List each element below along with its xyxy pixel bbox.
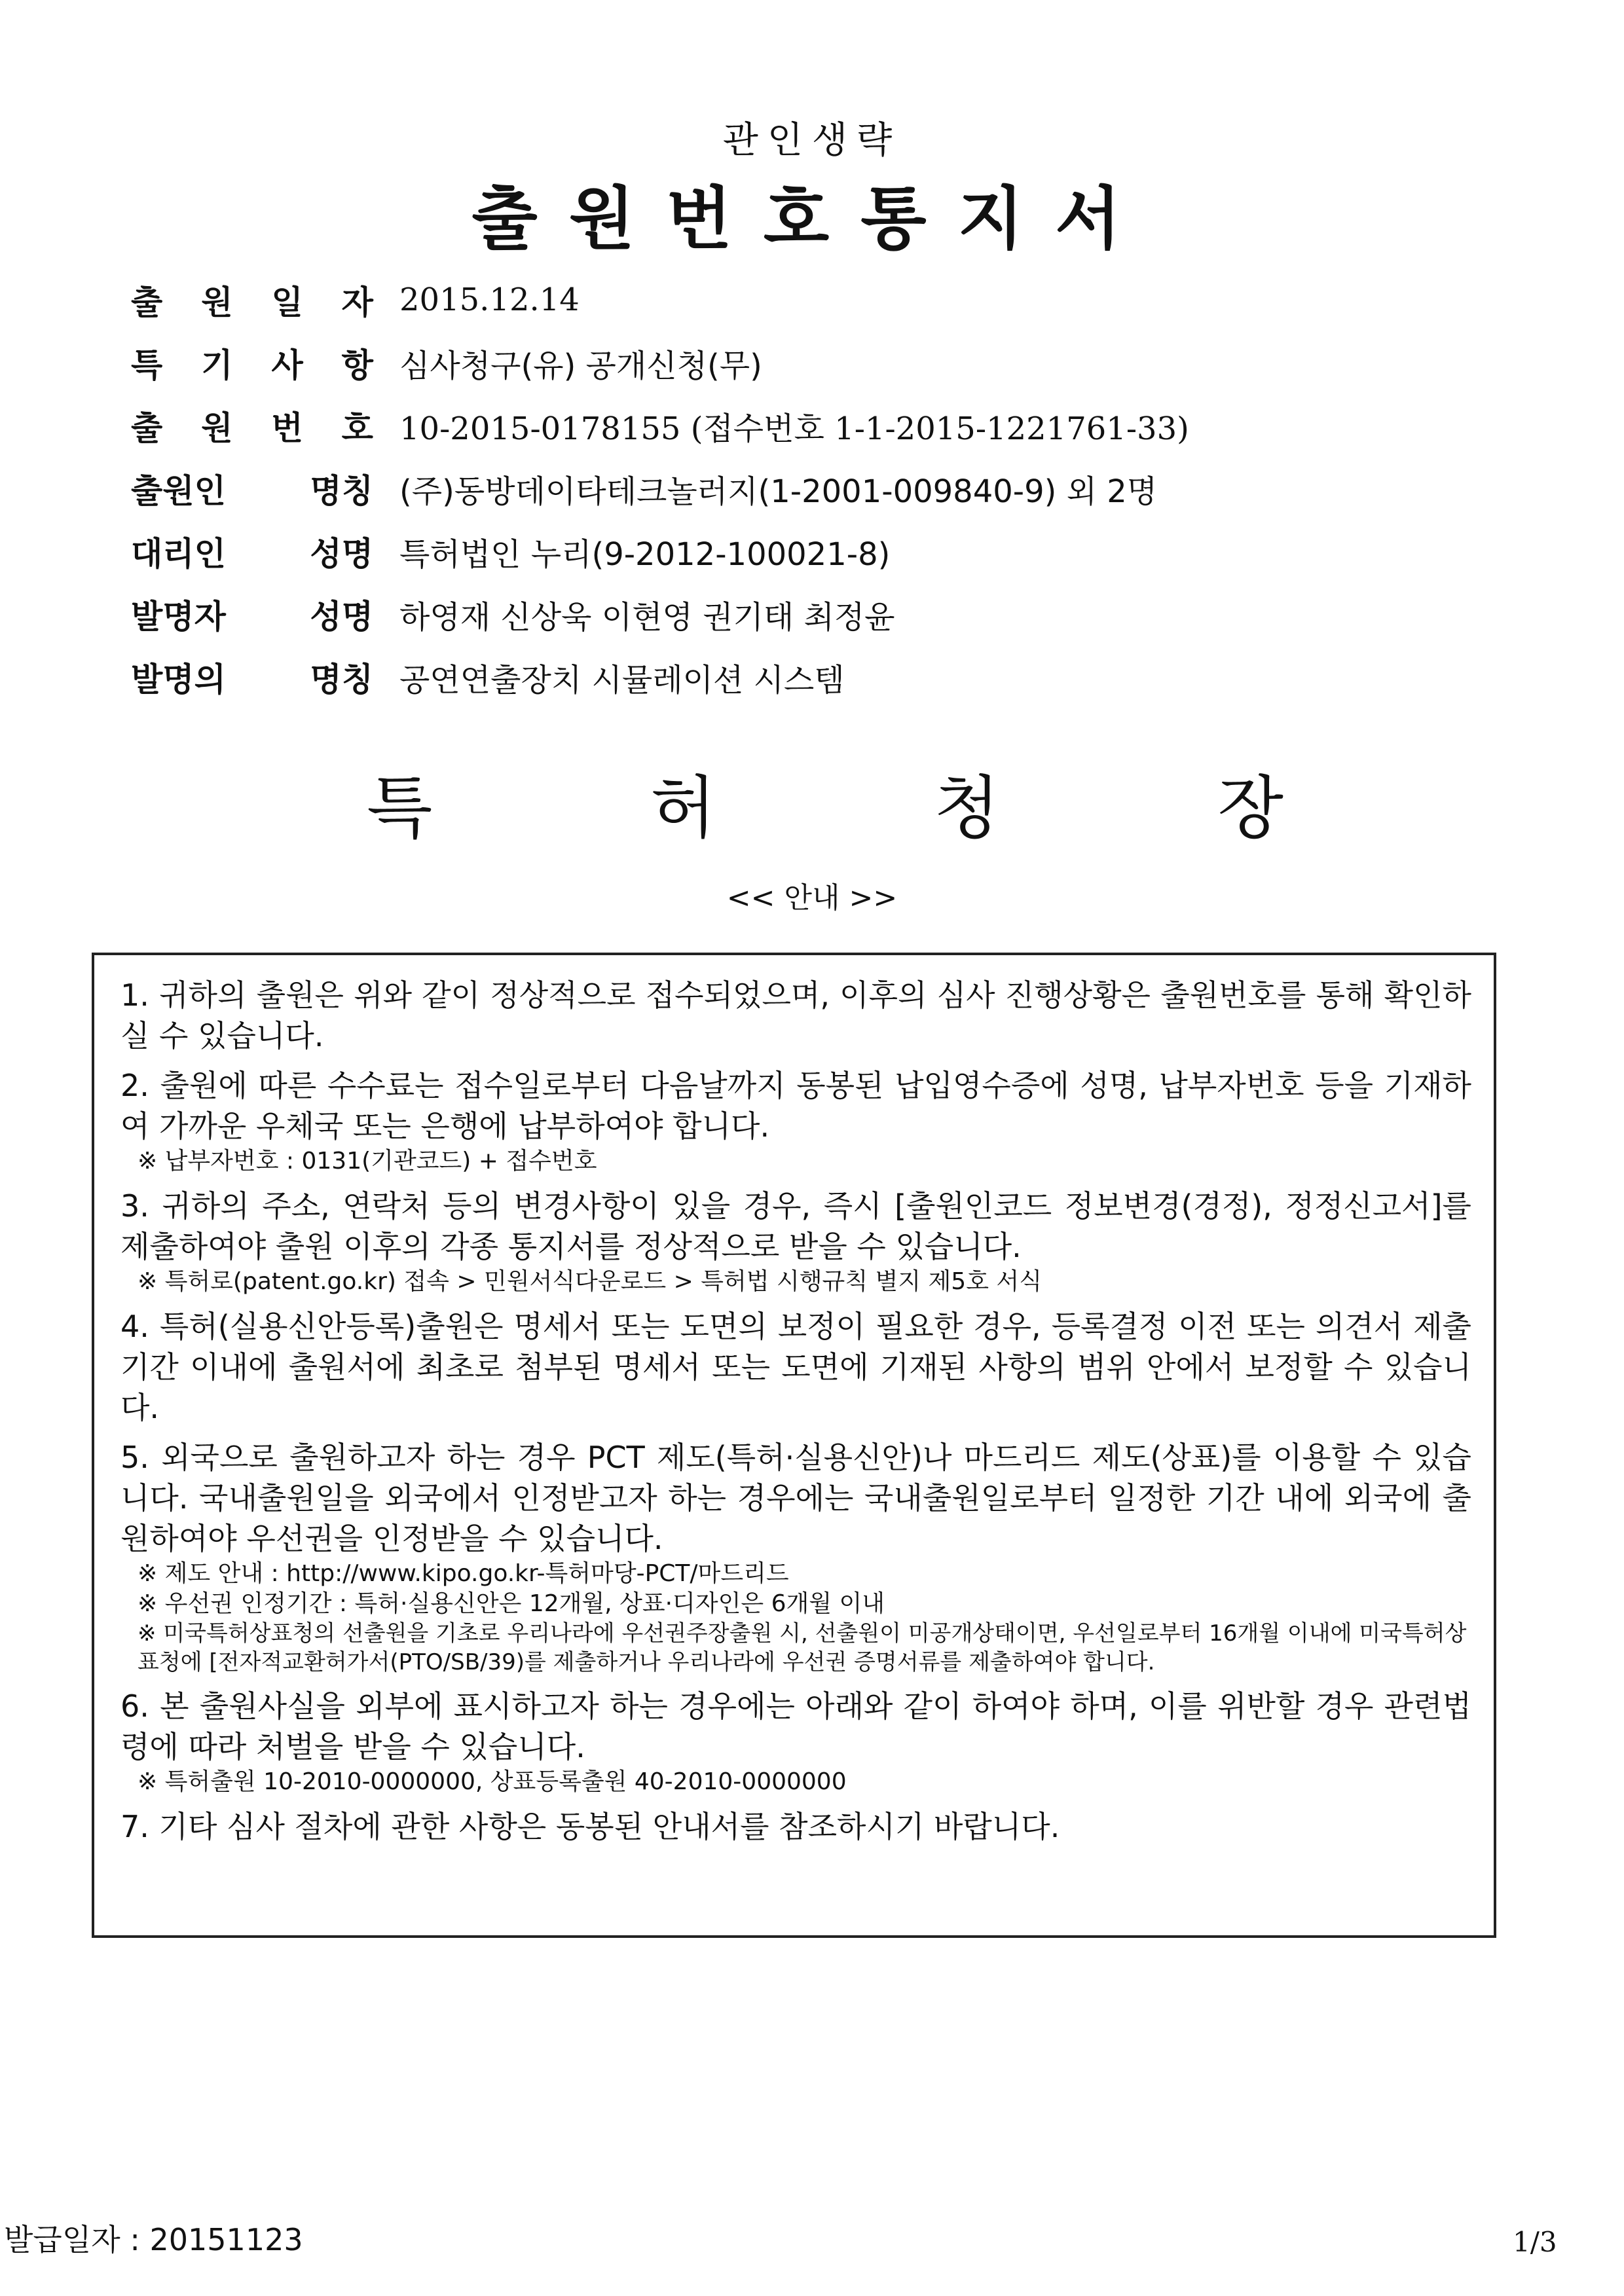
document-title: 출원번호통지서: [471, 179, 1153, 259]
field-label: 발명자 성명: [131, 598, 373, 636]
guide-item: [120, 1437, 1471, 1677]
issue-date: 발급일자 : 20151123: [4, 2222, 303, 2257]
page-number: 1/3: [1513, 2226, 1557, 2258]
field-value: (주)동방데이타테크놀러지(1-2001-009840-9) 외 2명: [399, 473, 1158, 510]
field-value: 공연연출장치 시뮬레이션 시스템: [399, 661, 845, 699]
guide-item-note: ※ 우선권 인정기간 : 특허·실용신안은 12개월, 상표·디자인은 6개월 이내: [138, 1590, 885, 1617]
field-value: 2015.12.14: [399, 282, 580, 318]
guide-item-note: ※ 특허로(patent.go.kr) 접속 > 민원서식다운로드 > 특허법 시행규칙 별지 제5호 서식: [138, 1268, 1042, 1295]
field-label: 출 원 일 자: [131, 283, 373, 321]
guide-item-note: ※ 납부자번호 : 0131(기관코드) + 접수번호: [138, 1148, 597, 1175]
guide-item: [120, 1186, 1471, 1297]
guide-item-note: ※ 제도 안내 : http://www.kipo.go.kr-특허마당-PCT/마드리드: [138, 1560, 789, 1587]
field-label: 대리인 성명: [131, 535, 373, 573]
guide-item-text: 7. 기타 심사 절차에 관한 사항은 동봉된 안내서를 참조하시기 바랍니다.: [120, 1809, 1060, 1844]
guide-item-text: 3. 귀하의 주소, 연락처 등의 변경사항이 있을 경우, 즉시 [출원인코드 정보변경(경정), 정정신고서]를 제출하여야 출원 이후의 각종 통지서를 정상적으로 받을 수 있습니다.: [120, 1188, 1471, 1264]
guide-item-text: 2. 출원에 따른 수수료는 접수일로부터 다음날까지 동봉된 납입영수증에 성명, 납부자번호 등을 기재하여 가까운 우체국 또는 은행에 납부하여야 합니다.: [120, 1068, 1471, 1144]
guide-item: [120, 1065, 1471, 1176]
field-agent-name: [131, 520, 1506, 583]
guide-heading: << 안내 >>: [726, 881, 898, 915]
application-fields: [131, 268, 1506, 708]
issuing-office: 특 허 청 장: [367, 768, 1283, 848]
guide-box: [92, 953, 1496, 1938]
field-value: 특허법인 누리(9-2012-100021-8): [399, 536, 891, 573]
field-label: 특 기 사 항: [131, 346, 373, 384]
field-filing-date: [131, 268, 1506, 331]
field-applicant-name: [131, 457, 1506, 520]
guide-item: [120, 1686, 1471, 1797]
guide-item: [120, 1806, 1471, 1847]
guide-item-note: ※ 특허출원 10-2010-0000000, 상표등록출원 40-2010-0000000: [138, 1768, 847, 1795]
field-value: 하영재 신상욱 이현영 권기태 최정윤: [399, 598, 895, 636]
guide-item: [120, 1306, 1471, 1428]
guide-item: [120, 975, 1471, 1056]
field-application-number: [131, 394, 1506, 457]
guide-item-text: 6. 본 출원사실을 외부에 표시하고자 하는 경우에는 아래와 같이 하여야 하며, 이를 위반할 경우 관련법령에 따라 처벌을 받을 수 있습니다.: [120, 1688, 1471, 1764]
field-label: 발명의 명칭: [131, 661, 373, 699]
field-label: 출 원 번 호: [131, 409, 373, 447]
guide-item-text: 5. 외국으로 출원하고자 하는 경우 PCT 제도(특허·실용신안)나 마드리드 제도(상표)를 이용할 수 있습니다. 국내출원일을 외국에서 인정받고자 하는 경우에는 국내출원일로부터 일정한 기간 내에 외국에 출원하여야 우선권을 인정받을 수 있습니다.: [120, 1440, 1471, 1556]
seal-omitted-label: 관인생략: [722, 119, 902, 162]
guide-item-note: ※ 미국특허상표청의 선출원을 기초로 우리나라에 우선권주장출원 시, 선출원이 미공개상태이면, 우선일로부터 16개월 이내에 미국특허상표청에 [전자적교환허가서(PTO/SB/39)를 제출하거나 우리나라에 우선권 증명서류를 제출하여야 합니다.: [138, 1620, 1467, 1675]
field-value: 심사청구(유) 공개신청(무): [399, 347, 762, 384]
field-inventor-name: [131, 583, 1506, 646]
field-label: 출원인 명칭: [131, 472, 373, 510]
guide-item-text: 4. 특허(실용신안등록)출원은 명세서 또는 도면의 보정이 필요한 경우, 등록결정 이전 또는 의견서 제출기간 이내에 출원서에 최초로 첨부된 명세서 또는 도면에 기재된 사항의 범위 안에서 보정할 수 있습니다.: [120, 1309, 1471, 1425]
field-value: 10-2015-0178155 (접수번호 1-1-2015-1221761-33): [399, 410, 1189, 447]
field-special-notes: [131, 331, 1506, 394]
guide-item-text: 1. 귀하의 출원은 위와 같이 정상적으로 접수되었으며, 이후의 심사 진행상황은 출원번호를 통해 확인하실 수 있습니다.: [120, 977, 1471, 1053]
field-invention-title: [131, 646, 1506, 708]
